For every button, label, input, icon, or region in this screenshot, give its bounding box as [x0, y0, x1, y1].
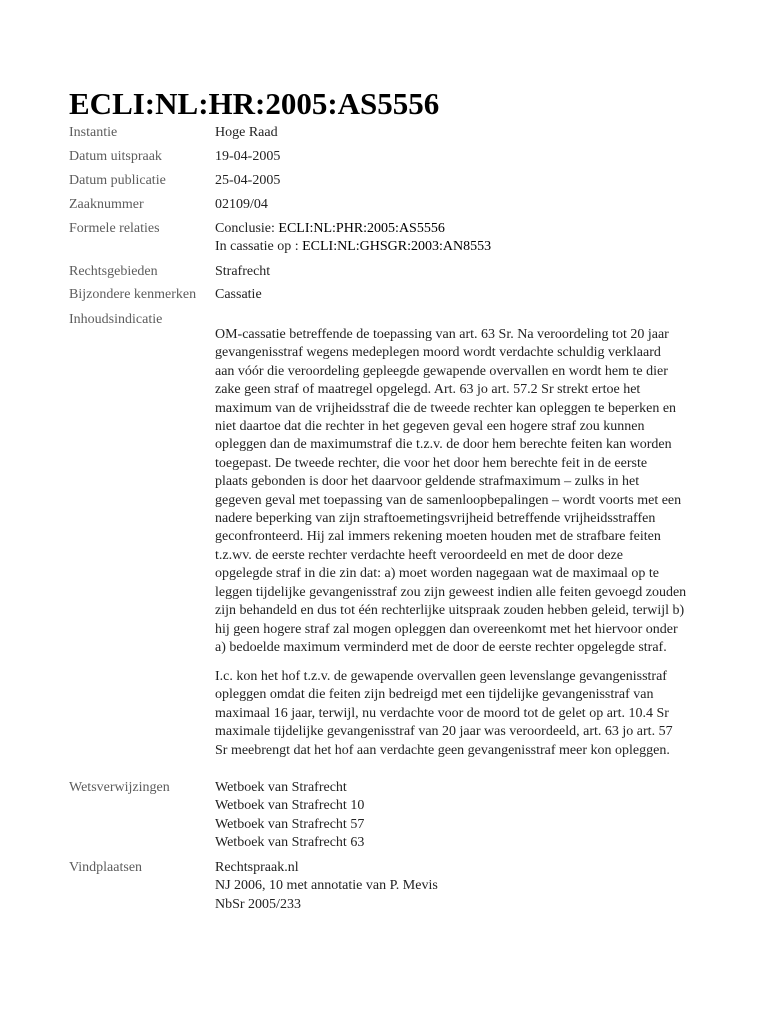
- datum-uitspraak-value: 19-04-2005: [215, 149, 281, 164]
- paragraph-line: geconfronteerd. Hij zal immers rekening moeten houden met de strafbare feiten: [215, 529, 661, 545]
- paragraph-line: opgelegde straf in die zin dat: a) moet worden nagegaan wat de maximaal op te: [215, 566, 659, 582]
- datum-publicatie-value: 25-04-2005: [215, 173, 281, 188]
- cassatie-ecli-link[interactable]: ECLI:NL:GHSGR:2003:AN8553: [302, 239, 492, 255]
- wetsverwijzing-item: Wetboek van Strafrecht 10: [215, 798, 365, 814]
- paragraph-line: zijn behandeld en dus tot één rechterlijke uitspraak zouden hebben geleid, terwijl b): [215, 603, 685, 619]
- paragraph-line: OM-cassatie betreffende de toepassing van art. 63 Sr. Na veroordeling tot 20 jaar: [215, 327, 669, 342]
- instantie-label: Instantie: [69, 125, 118, 140]
- paragraph-line: aan vóór die veroordeling gepleegde gewapende overvallen en wordt hem te dier: [215, 363, 668, 379]
- conclusie-line: [215, 220, 491, 238]
- paragraph-line: a) bedoelde maximum verminderd met de door de eerste rechter opgelegde straf.: [215, 639, 667, 655]
- wetsverwijzingen-label: Wetsverwijzingen: [69, 780, 170, 795]
- formele-relaties-value: [215, 220, 491, 257]
- paragraph-line: gevangenisstraf wegens medeplegen moord wordt verdachte schuldig verklaard: [215, 345, 661, 361]
- rechtsgebieden-label: Rechtsgebieden: [69, 264, 158, 279]
- vindplaats-item: NJ 2006, 10 met annotatie van P. Mevis: [215, 878, 438, 894]
- rechtsgebieden-value: Strafrecht: [215, 264, 271, 279]
- paragraph-line: hij geen hogere straf zal mogen opleggen dan overeenkomt met het hiervoor onder: [215, 621, 678, 637]
- conclusie-ecli-link[interactable]: ECLI:NL:PHR:2005:AS5556: [278, 221, 445, 236]
- paragraph-line: opleggen omdat die feiten zijn bedreigd met een tijdelijke gevangenisstraf van: [215, 687, 654, 703]
- vindplaats-item: NbSr 2005/233: [215, 896, 301, 912]
- paragraph-line: maximale tijdelijke gevangenisstraf van 20 jaar was veroordeeld, art. 63 jo art. 57: [215, 724, 673, 740]
- bijzondere-kenmerken-value: Cassatie: [215, 287, 262, 302]
- document-title: ECLI:NL:HR:2005:AS5556: [69, 86, 440, 121]
- inhoudsindicatie-label: Inhoudsindicatie: [69, 312, 163, 327]
- paragraph-line: maximum van de vrijheidsstraf die de tweede rechter kan opleggen te beperken en: [215, 400, 677, 416]
- zaaknummer-value: 02109/04: [215, 197, 268, 212]
- paragraph-line: leggen tijdelijke gevangenisstraf zou zijn geweest indien alle feiten gevoegd zouden: [215, 584, 687, 600]
- datum-uitspraak-label: Datum uitspraak: [69, 149, 162, 164]
- paragraph-line: zake geen straf of maatregel opgelegd. Art. 63 jo art. 57.2 Sr strekt ertoe het: [215, 382, 641, 398]
- vindplaatsen-label: Vindplaatsen: [69, 860, 143, 875]
- paragraph-line: plaats gebonden is door het daarvoor geldende strafmaximum – zulks in het: [215, 474, 640, 490]
- vindplaatsen-list: [215, 859, 438, 914]
- paragraph-line: niet daartoe dat die rechter in het gegeven geval een hogere straf zou kunnen: [215, 419, 645, 435]
- wetsverwijzing-item: Wetboek van Strafrecht 57: [215, 816, 365, 832]
- cassatie-prefix: In cassatie op :: [215, 239, 299, 255]
- vindplaats-item: Rechtspraak.nl: [215, 860, 299, 875]
- wetsverwijzingen-list: [215, 779, 364, 853]
- wetsverwijzing-item: Wetboek van Strafrecht 63: [215, 835, 365, 851]
- inhoudsindicatie-paragraph-1: [215, 326, 686, 657]
- inhoudsindicatie-paragraph-2: [215, 668, 673, 760]
- wetsverwijzing-item: Wetboek van Strafrecht: [215, 780, 347, 795]
- paragraph-line: gegeven geval met toepassing van de samenloopbepalingen – wordt voorts met een: [215, 492, 682, 508]
- zaaknummer-label: Zaaknummer: [69, 197, 144, 212]
- paragraph-line: nadere beperking van zijn straftoemetingsvrijheid betreffende vrijheidsstraffen: [215, 511, 656, 527]
- paragraph-line: maximaal 16 jaar, terwijl, nu verdachte voor de moord tot de gelet op art. 10.4 Sr: [215, 705, 669, 721]
- conclusie-prefix: Conclusie:: [215, 221, 275, 236]
- bijzondere-kenmerken-label: Bijzondere kenmerken: [69, 287, 197, 302]
- cassatie-line: [215, 238, 491, 256]
- paragraph-line: Sr meebrengt dat het hof aan verdachte geen gevangenisstraf meer kon opleggen.: [215, 742, 670, 758]
- datum-publicatie-label: Datum publicatie: [69, 173, 166, 188]
- formele-relaties-label: Formele relaties: [69, 221, 160, 236]
- paragraph-line: t.z.wv. de eerste rechter verdachte heeft veroordeeld en met de door deze: [215, 547, 623, 563]
- paragraph-line: I.c. kon het hof t.z.v. de gewapende overvallen geen levenslange gevangenisstraf: [215, 669, 667, 684]
- paragraph-line: opleggen dan de maximumstraf die t.z.v. de door hem berechte feiten kan worden: [215, 437, 672, 453]
- paragraph-line: toegepast. De tweede rechter, die voor het door hem berechte feit in de eerste: [215, 455, 648, 471]
- instantie-value: Hoge Raad: [215, 125, 278, 140]
